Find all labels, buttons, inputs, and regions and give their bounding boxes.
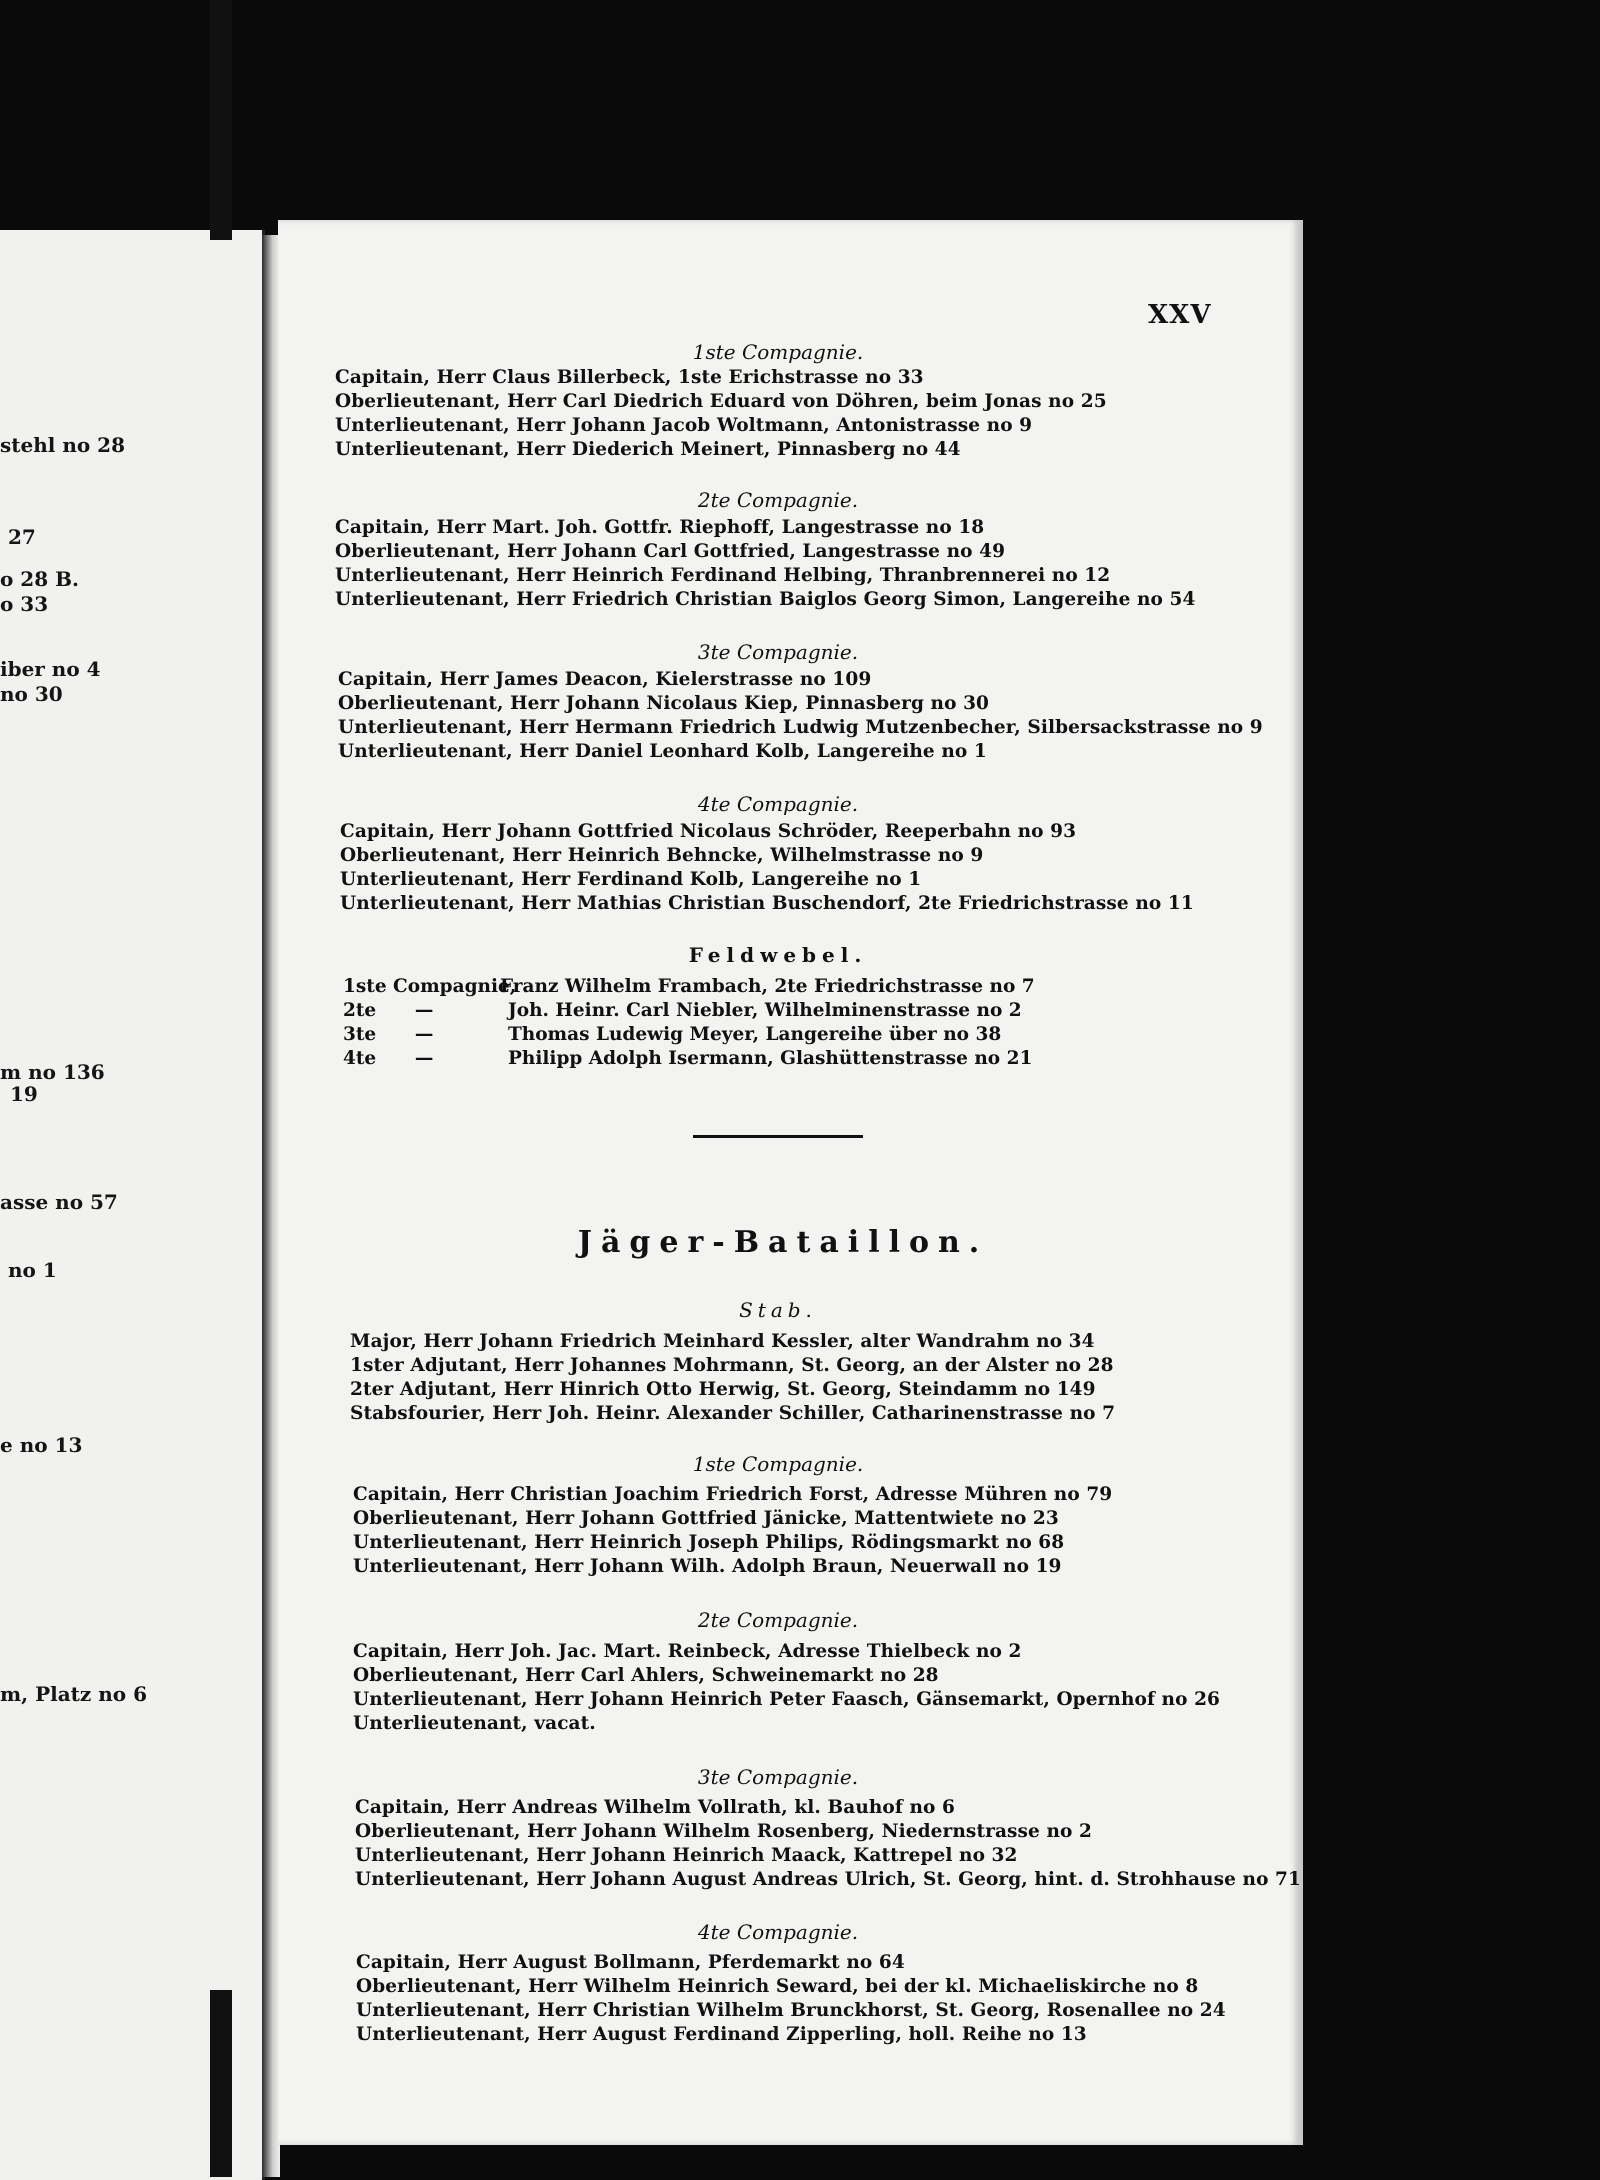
company-heading: 2te Compagnie.	[697, 488, 859, 512]
roster-line: Oberlieutenant, Herr Carl Ahlers, Schweinemarkt no 28	[353, 1665, 939, 1686]
left-page-text: no 1	[8, 1258, 57, 1282]
roster-line: Unterlieutenant, Herr August Ferdinand Zipperling, holl. Reihe no 13	[356, 2024, 1087, 2045]
roster-line: Unterlieutenant, Herr Christian Wilhelm Brunckhorst, St. Georg, Rosenallee no 24	[356, 2000, 1226, 2021]
feldwebel-entry: Joh. Heinr. Carl Niebler, Wilhelminenstrasse no 2	[508, 1000, 1022, 1021]
roster-line: Unterlieutenant, Herr Mathias Christian Buschendorf, 2te Friedrichstrasse no 11	[340, 893, 1194, 914]
left-page-text: o 28 B.	[0, 567, 79, 591]
document-page	[278, 220, 1303, 2145]
left-page-text: m no 136	[0, 1060, 105, 1084]
roster-line: Unterlieutenant, Herr Diederich Meinert, Pinnasberg no 44	[335, 439, 961, 460]
roster-line: Unterlieutenant, Herr Johann Wilh. Adolph Braun, Neuerwall no 19	[353, 1556, 1062, 1577]
feldwebel-company: 4te —	[343, 1048, 434, 1069]
feldwebel-company: 2te —	[343, 1000, 434, 1021]
left-page-text: stehl no 28	[0, 433, 125, 457]
company-heading: 3te Compagnie.	[697, 1765, 859, 1789]
company-heading: 2te Compagnie.	[697, 1608, 859, 1632]
left-page-text: 19	[10, 1082, 38, 1106]
roster-line: Oberlieutenant, Herr Johann Nicolaus Kiep, Pinnasberg no 30	[338, 693, 990, 714]
left-page-text: m, Platz no 6	[0, 1682, 148, 1706]
feldwebel-heading: Feldwebel.	[688, 943, 868, 967]
roster-line: Unterlieutenant, Herr Daniel Leonhard Kolb, Langereihe no 1	[338, 741, 987, 762]
roster-line: Unterlieutenant, Herr Ferdinand Kolb, Langereihe no 1	[340, 869, 922, 890]
roster-line: Oberlieutenant, Herr Johann Wilhelm Rosenberg, Niedernstrasse no 2	[355, 1821, 1092, 1842]
section-title: Jäger-Bataillon.	[577, 1225, 989, 1260]
roster-line: Oberlieutenant, Herr Carl Diedrich Eduard von Döhren, beim Jonas no 25	[335, 391, 1107, 412]
roster-line: Capitain, Herr Christian Joachim Friedrich Forst, Adresse Mühren no 79	[353, 1484, 1113, 1505]
left-page-text: no 30	[0, 682, 63, 706]
company-heading: 4te Compagnie.	[697, 1920, 859, 1944]
roster-line: Unterlieutenant, Herr Johann August Andreas Ulrich, St. Georg, hint. d. Strohhause no 71	[355, 1869, 1301, 1890]
company-heading: 1ste Compagnie.	[692, 340, 864, 364]
roster-line: 1ster Adjutant, Herr Johannes Mohrmann, St. Georg, an der Alster no 28	[350, 1355, 1114, 1376]
feldwebel-entry: Thomas Ludewig Meyer, Langereihe über no 38	[508, 1024, 1002, 1045]
left-page-text: 27	[8, 525, 36, 549]
left-page-text: iber no 4	[0, 657, 101, 681]
roster-line: Capitain, Herr Andreas Wilhelm Vollrath, kl. Bauhof no 6	[355, 1797, 955, 1818]
roster-line: Stabsfourier, Herr Joh. Heinr. Alexander Schiller, Catharinenstrasse no 7	[350, 1403, 1116, 1424]
roster-line: Unterlieutenant, Herr Johann Heinrich Peter Faasch, Gänsemarkt, Opernhof no 26	[353, 1689, 1221, 1710]
company-heading: 4te Compagnie.	[697, 792, 859, 816]
section-divider	[693, 1135, 863, 1138]
roster-line: Capitain, Herr Johann Gottfried Nicolaus Schröder, Reeperbahn no 93	[340, 821, 1077, 842]
roster-line: Unterlieutenant, Herr Johann Jacob Woltmann, Antonistrasse no 9	[335, 415, 1033, 436]
roster-line: Oberlieutenant, Herr Johann Gottfried Jänicke, Mattentwiete no 23	[353, 1508, 1059, 1529]
roster-line: Unterlieutenant, Herr Heinrich Ferdinand Helbing, Thranbrennerei no 12	[335, 565, 1111, 586]
feldwebel-company: 3te —	[343, 1024, 434, 1045]
roster-line: Unterlieutenant, Herr Friedrich Christian Baiglos Georg Simon, Langereihe no 54	[335, 589, 1196, 610]
roster-line: Unterlieutenant, Herr Heinrich Joseph Philips, Rödingsmarkt no 68	[353, 1532, 1065, 1553]
roster-line: Unterlieutenant, vacat.	[353, 1713, 596, 1734]
previous-page-fragment	[0, 230, 265, 2180]
roster-line: 2ter Adjutant, Herr Hinrich Otto Herwig, St. Georg, Steindamm no 149	[350, 1379, 1096, 1400]
left-page-text: e no 13	[0, 1433, 83, 1457]
roster-line: Oberlieutenant, Herr Johann Carl Gottfried, Langestrasse no 49	[335, 541, 1006, 562]
roster-line: Capitain, Herr Claus Billerbeck, 1ste Erichstrasse no 33	[335, 367, 924, 388]
roster-line: Capitain, Herr Mart. Joh. Gottfr. Riephoff, Langestrasse no 18	[335, 517, 985, 538]
company-heading: 3te Compagnie.	[697, 640, 859, 664]
roster-line: Capitain, Herr August Bollmann, Pferdemarkt no 64	[356, 1952, 905, 1973]
roster-line: Capitain, Herr James Deacon, Kielerstrasse no 109	[338, 669, 872, 690]
left-page-text: asse no 57	[0, 1190, 118, 1214]
bookmark-ribbon	[210, 1990, 232, 2177]
company-heading: 1ste Compagnie.	[692, 1452, 864, 1476]
roster-line: Unterlieutenant, Herr Johann Heinrich Maack, Kattrepel no 32	[355, 1845, 1018, 1866]
left-page-text: o 33	[0, 592, 49, 616]
feldwebel-entry: Franz Wilhelm Frambach, 2te Friedrichstrasse no 7	[500, 976, 1035, 997]
feldwebel-entry: Philipp Adolph Isermann, Glashüttenstrasse no 21	[508, 1048, 1033, 1069]
stab-heading: Stab.	[739, 1298, 817, 1322]
feldwebel-company: 1ste Compagnie,	[343, 976, 517, 997]
roster-line: Major, Herr Johann Friedrich Meinhard Kessler, alter Wandrahm no 34	[350, 1331, 1095, 1352]
roster-line: Oberlieutenant, Herr Heinrich Behncke, Wilhelmstrasse no 9	[340, 845, 984, 866]
page-number: XXV	[1148, 300, 1212, 330]
roster-line: Oberlieutenant, Herr Wilhelm Heinrich Seward, bei der kl. Michaeliskirche no 8	[356, 1976, 1199, 1997]
bookmark-ribbon	[210, 0, 232, 240]
roster-line: Capitain, Herr Joh. Jac. Mart. Reinbeck, Adresse Thielbeck no 2	[353, 1641, 1022, 1662]
roster-line: Unterlieutenant, Herr Hermann Friedrich Ludwig Mutzenbecher, Silbersackstrasse no 9	[338, 717, 1263, 738]
